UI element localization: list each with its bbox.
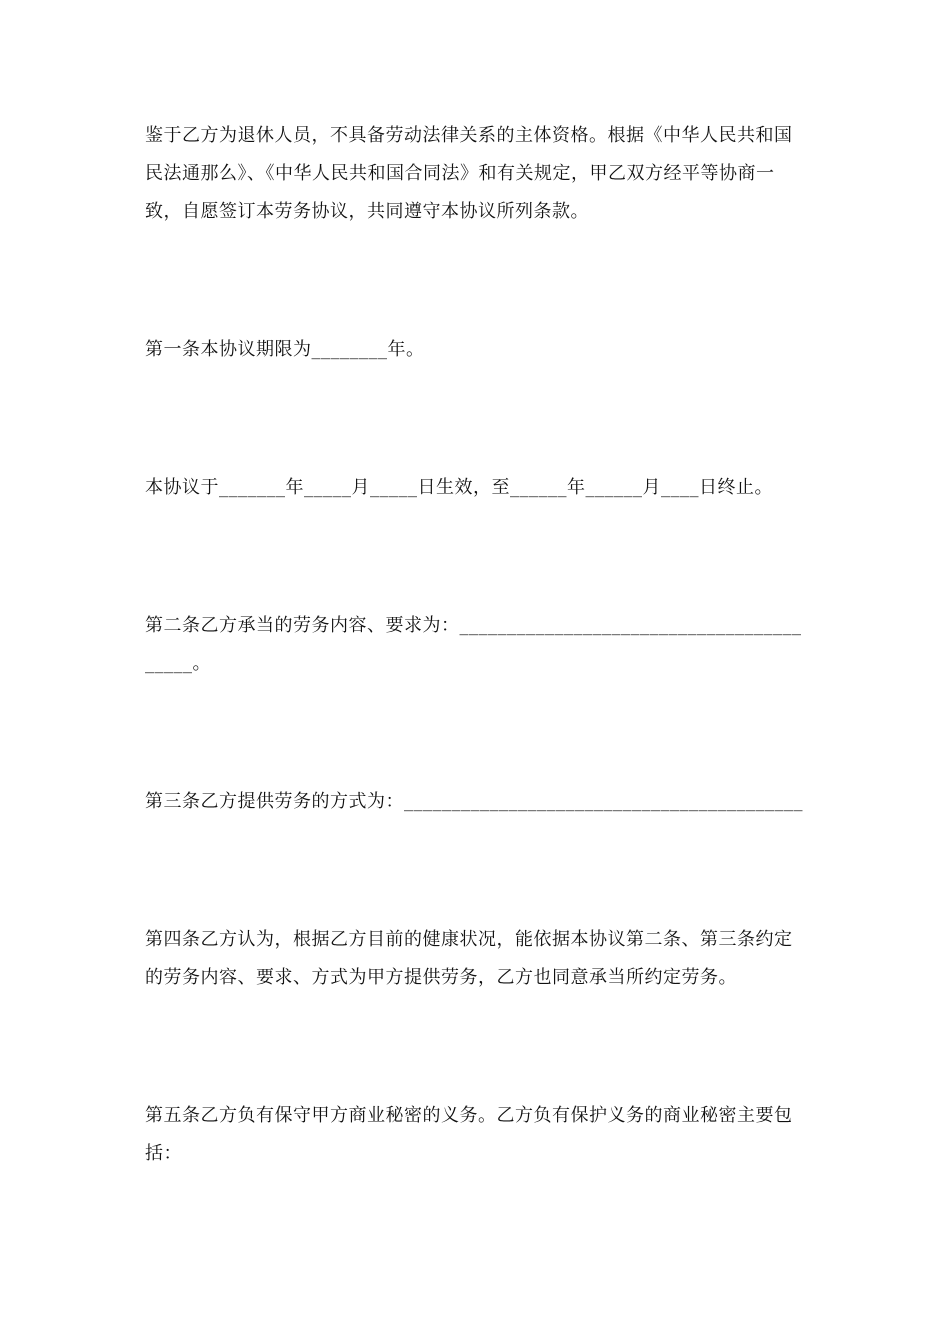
article-3-service-method: 第三条乙方提供劳务的方式为：__________________________________________: [145, 791, 803, 812]
article-5-confidentiality: 第五条乙方负有保守甲方商业秘密的义务。乙方负有保护义务的商业秘密主要包括：: [145, 1105, 793, 1164]
preamble-paragraph: 鉴于乙方为退休人员，不具备劳动法律关系的主体资格。根据《中华人民共和国民法通那么》、《中华人民共和国合同法》和有关规定，甲乙双方经平等协商一致，自愿签订本劳务协议，共同遵守本协议所列条款。: [145, 125, 793, 222]
effective-period: 本协议于_______年_____月_____日生效，至______年______月____日终止。: [145, 477, 773, 498]
article-2-service-content: 第二条乙方承当的劳务内容、要求为：_________________________________________。: [145, 615, 802, 674]
article-1-term: 第一条本协议期限为________年。: [145, 339, 425, 360]
article-4-health-statement: 第四条乙方认为，根据乙方目前的健康状况，能依据本协议第二条、第三条约定的劳务内容、要求、方式为甲方提供劳务，乙方也同意承当所约定劳务。: [145, 929, 793, 988]
